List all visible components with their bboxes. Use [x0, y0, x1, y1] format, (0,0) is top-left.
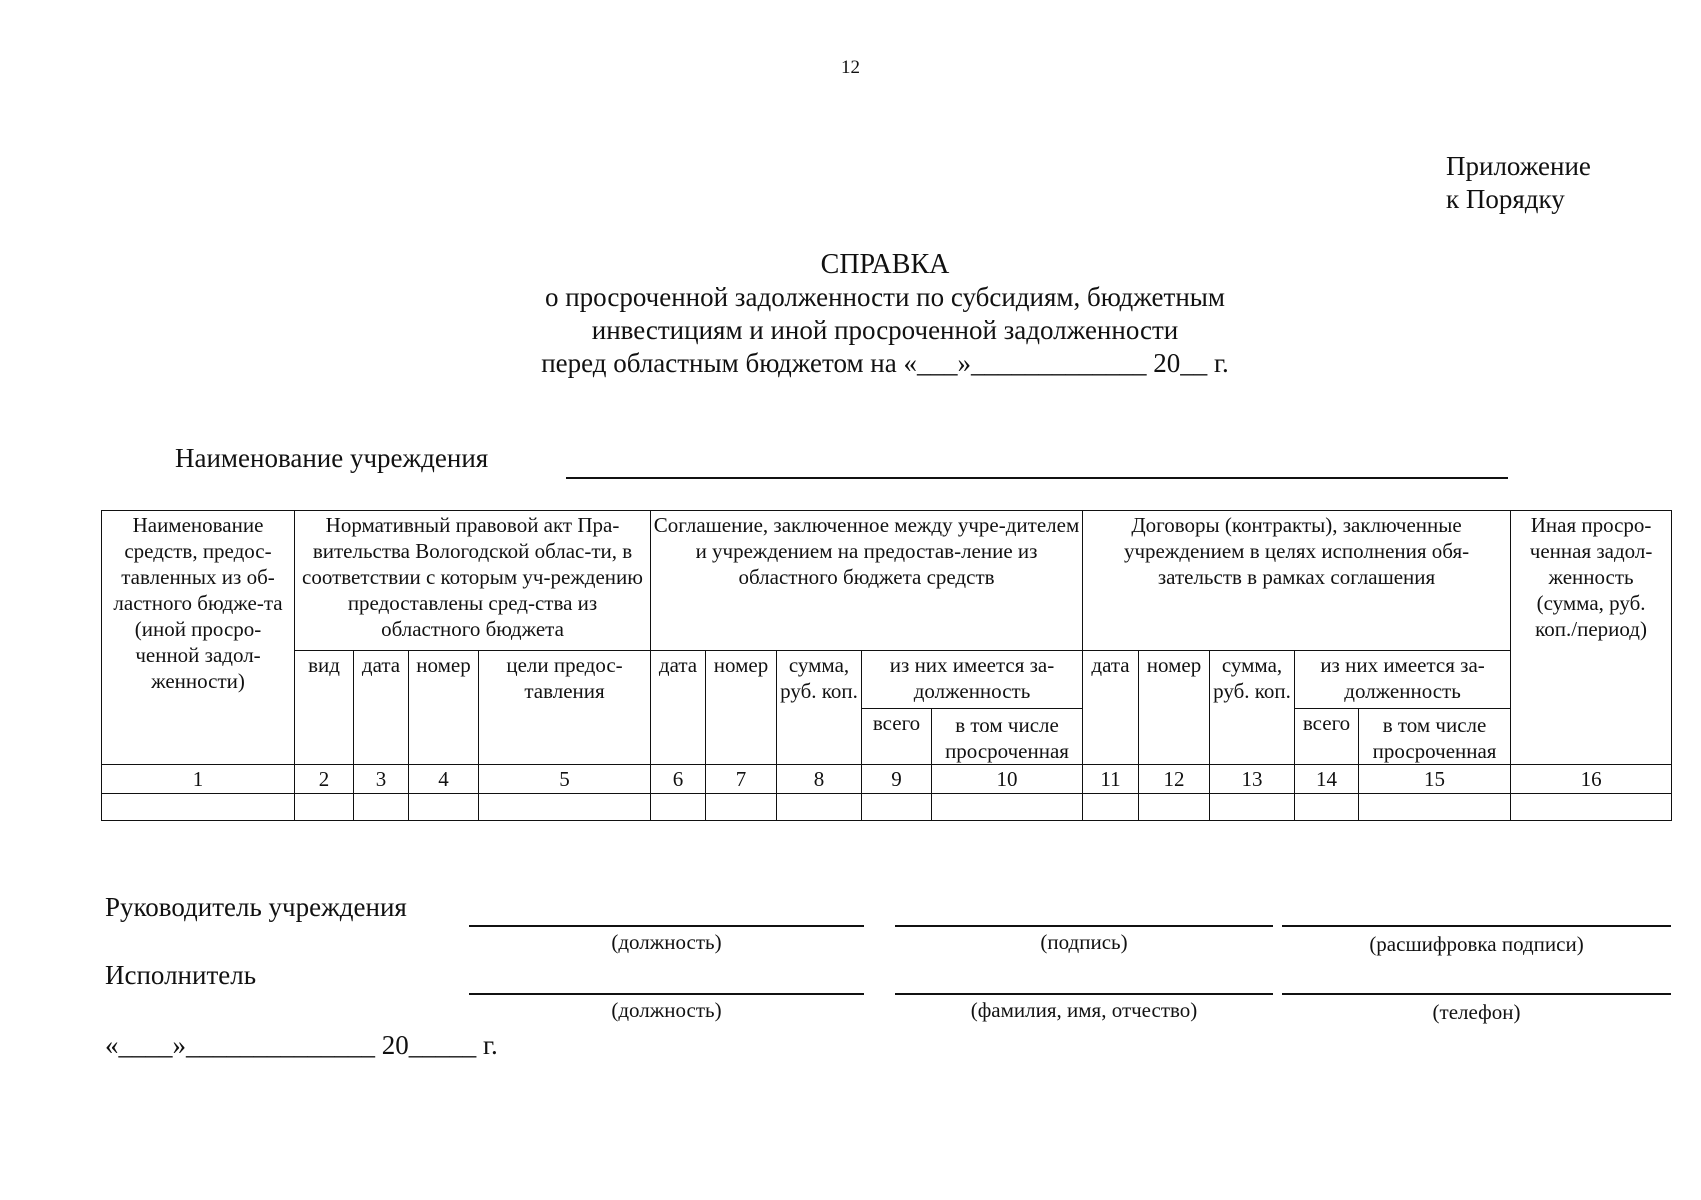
title-line4: перед областным бюджетом на «___»_____________ 20__ г.: [541, 348, 1229, 378]
head-position-line[interactable]: [469, 925, 864, 927]
empty-cell[interactable]: [1083, 794, 1139, 821]
column-number: 16: [1511, 765, 1672, 794]
header-cell-agreement-sum: сумма, руб. коп.: [777, 651, 862, 765]
caption-phone: (телефон): [1432, 1000, 1521, 1024]
column-number: 4: [409, 765, 479, 794]
header-cell-contract-number: номер: [1139, 651, 1210, 765]
caption-position: (должность): [611, 998, 722, 1022]
column-number: 3: [354, 765, 409, 794]
header-cell-agreement-overdue: в том числе просроченная: [932, 709, 1083, 765]
empty-cell[interactable]: [932, 794, 1083, 821]
column-number: 7: [706, 765, 777, 794]
column-number: 8: [777, 765, 862, 794]
empty-cell[interactable]: [1359, 794, 1511, 821]
empty-cell[interactable]: [1139, 794, 1210, 821]
header-cell-number: номер: [409, 651, 479, 765]
head-decoding-line[interactable]: [1282, 925, 1671, 927]
column-number: 5: [479, 765, 651, 794]
executor-label: Исполнитель: [105, 960, 257, 990]
header-cell-contract-debt: из них имеется за-долженность: [1295, 651, 1511, 709]
executor-fio-line[interactable]: [895, 993, 1273, 995]
empty-cell[interactable]: [1295, 794, 1359, 821]
column-number: 15: [1359, 765, 1511, 794]
header-cell-agreement-number: номер: [706, 651, 777, 765]
header-cell-agreement-total: всего: [862, 709, 932, 765]
empty-cell[interactable]: [777, 794, 862, 821]
column-number: 1: [102, 765, 295, 794]
header-group-contracts: Договоры (контракты), заключенные учреждением в целях исполнения обя-зательств в рамках соглашения: [1083, 511, 1511, 651]
empty-cell[interactable]: [862, 794, 932, 821]
empty-cell[interactable]: [295, 794, 354, 821]
institution-input-line[interactable]: [566, 477, 1508, 479]
header-cell-other-debt: Иная просро-ченная задол-женность (сумма, руб. коп./период): [1511, 511, 1672, 765]
column-number: 14: [1295, 765, 1359, 794]
head-label: Руководитель учреждения: [105, 892, 407, 922]
empty-cell[interactable]: [479, 794, 651, 821]
table-row: [102, 794, 1672, 821]
appendix-line1: Приложение: [1446, 151, 1591, 181]
header-cell-contract-date: дата: [1083, 651, 1139, 765]
column-number: 9: [862, 765, 932, 794]
caption-position: (должность): [611, 930, 722, 954]
header-cell-name: Наименование средств, предос-тавленных из об-ластного бюдже-та (иной просро-ченной задол-женности): [102, 511, 295, 765]
caption-decoding: (расшифровка подписи): [1369, 932, 1584, 956]
column-number: 12: [1139, 765, 1210, 794]
header-cell-date: дата: [354, 651, 409, 765]
appendix-line2: к Порядку: [1446, 184, 1565, 214]
column-number: 2: [295, 765, 354, 794]
header-group-npa: Нормативный правовой акт Пра-вительства Вологодской облас-ти, в соответствии с которым уч-реждению предоставлены сред-ства из областного бюджета: [295, 511, 651, 651]
empty-cell[interactable]: [1210, 794, 1295, 821]
title-line1: СПРАВКА: [820, 249, 950, 280]
executor-phone-line[interactable]: [1282, 993, 1671, 995]
header-cell-agreement-date: дата: [651, 651, 706, 765]
head-signature-line[interactable]: [895, 925, 1273, 927]
header-cell-purpose: цели предос-тавления: [479, 651, 651, 765]
header-cell-contract-overdue: в том числе просроченная: [1359, 709, 1511, 765]
date-line[interactable]: «____»______________ 20_____ г.: [105, 1030, 498, 1060]
header-cell-contract-sum: сумма, руб. коп.: [1210, 651, 1295, 765]
debt-table: [101, 510, 1672, 821]
empty-cell[interactable]: [706, 794, 777, 821]
column-number: 11: [1083, 765, 1139, 794]
header-cell-vid: вид: [295, 651, 354, 765]
caption-fio: (фамилия, имя, отчество): [970, 998, 1198, 1022]
empty-cell[interactable]: [1511, 794, 1672, 821]
header-cell-contract-total: всего: [1295, 709, 1359, 765]
title-line2: о просроченной задолженности по субсидиям, бюджетным: [544, 282, 1226, 312]
executor-position-line[interactable]: [469, 993, 864, 995]
column-number: 10: [932, 765, 1083, 794]
appendix-note: [1446, 150, 1591, 216]
document-title: [0, 248, 1701, 380]
empty-cell[interactable]: [354, 794, 409, 821]
empty-cell[interactable]: [409, 794, 479, 821]
caption-signature: (подпись): [1040, 930, 1128, 954]
page-number: 12: [841, 57, 860, 78]
title-line3: инвестициям и иной просроченной задолженности: [591, 315, 1179, 345]
header-group-agreement: Соглашение, заключенное между учре-дителем и учреждением на предостав-ление из областного бюджета средств: [651, 511, 1083, 651]
column-number: 6: [651, 765, 706, 794]
column-number: 13: [1210, 765, 1295, 794]
empty-cell[interactable]: [651, 794, 706, 821]
empty-cell[interactable]: [102, 794, 295, 821]
institution-label: Наименование учреждения: [175, 443, 489, 473]
header-cell-agreement-debt: из них имеется за-долженность: [862, 651, 1083, 709]
